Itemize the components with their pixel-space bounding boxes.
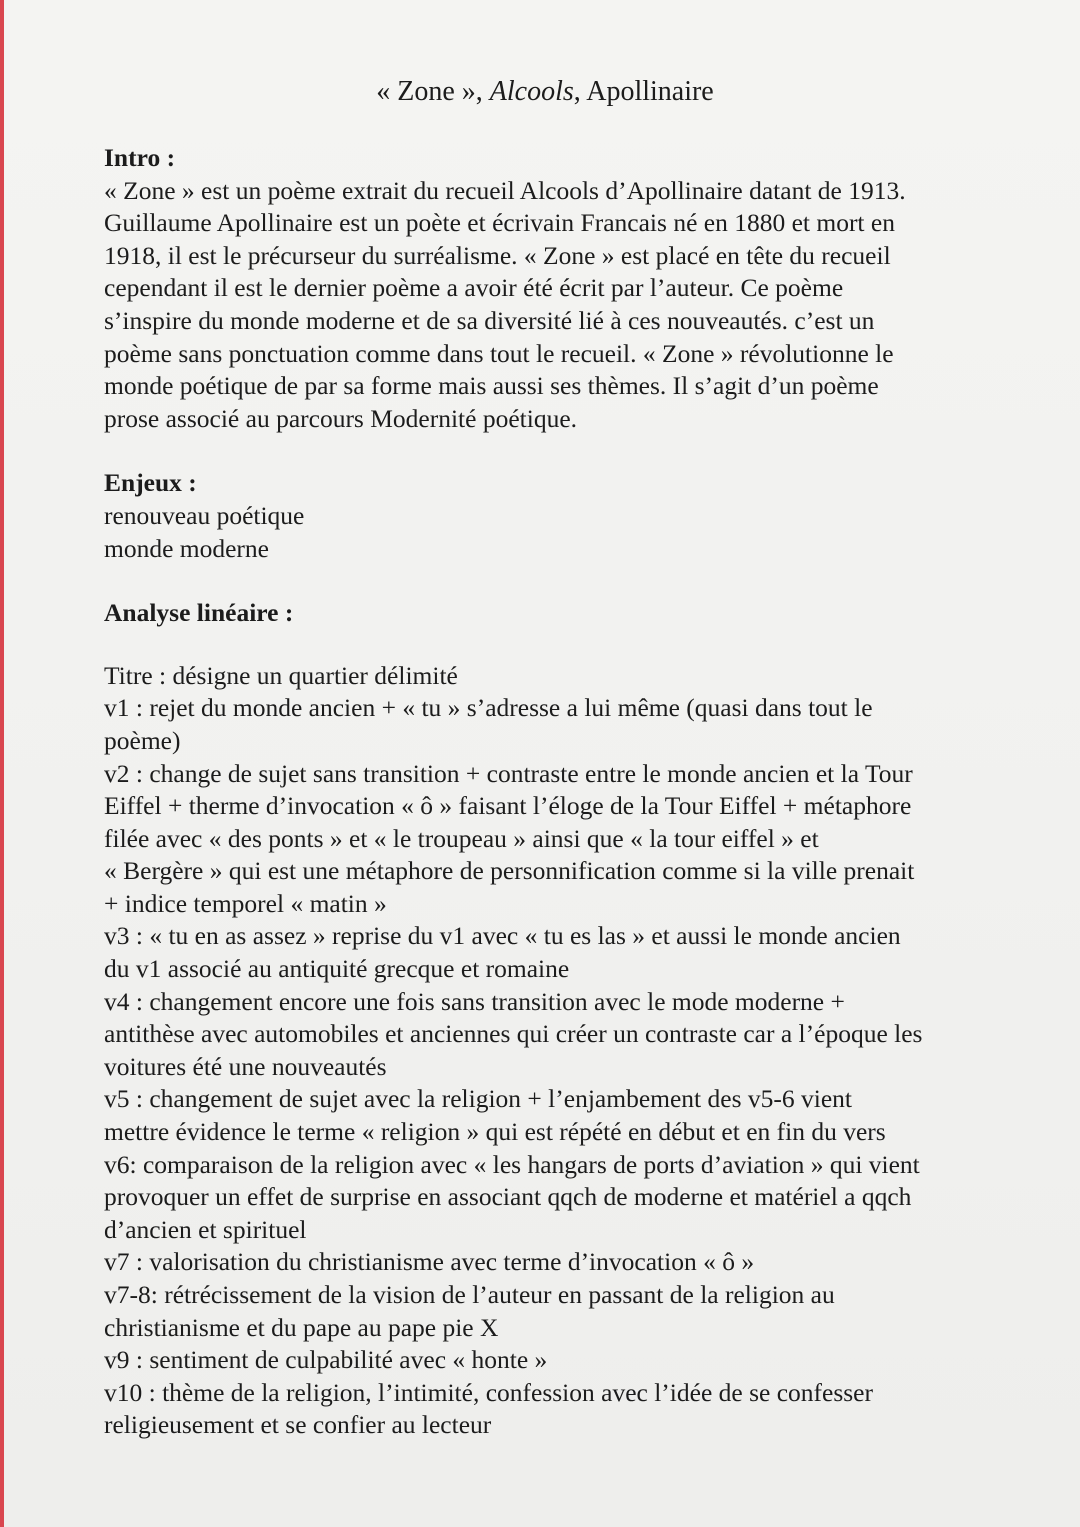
intro-heading: Intro : bbox=[104, 143, 176, 172]
title-collection: Alcools bbox=[489, 76, 574, 107]
title-author: , Apollinaire bbox=[573, 76, 714, 107]
intro-line: s’inspire du monde moderne et de sa diversité lié à ces nouveautés. c’est un bbox=[104, 305, 875, 335]
analyse-line: v1 : rejet du monde ancien + « tu » s’adresse a lui même (quasi dans tout le bbox=[104, 693, 873, 723]
intro-section bbox=[104, 142, 984, 435]
analyse-line: Titre : désigne un quartier délimité bbox=[104, 660, 458, 690]
analyse-line: poème) bbox=[104, 725, 181, 755]
analyse-line: Eiffel + therme d’invocation « ô » faisant l’éloge de la Tour Eiffel + métaphore bbox=[104, 791, 912, 821]
analyse-line: religieusement et se confier au lecteur bbox=[104, 1410, 492, 1440]
analyse-line: v10 : thème de la religion, l’intimité, confession avec l’idée de se confesser bbox=[104, 1377, 873, 1407]
intro-line: cependant il est le dernier poème a avoir été écrit par l’auteur. Ce poème bbox=[104, 273, 844, 303]
analyse-line: v7 : valorisation du christianisme avec terme d’invocation « ô » bbox=[104, 1247, 755, 1277]
document-title bbox=[0, 74, 1080, 110]
title-poem: « Zone », bbox=[376, 76, 490, 107]
analyse-line: « Bergère » qui est une métaphore de personnification comme si la ville prenait bbox=[104, 856, 915, 886]
analyse-line: filée avec « des ponts » et « le troupeau » ainsi que « la tour eiffel » et bbox=[104, 823, 819, 853]
analyse-line: v3 : « tu en as assez » reprise du v1 avec « tu es las » et aussi le monde ancien bbox=[104, 921, 901, 951]
analyse-line: v6: comparaison de la religion avec « les hangars de ports d’aviation » qui vient bbox=[104, 1149, 920, 1179]
analyse-line: voitures été une nouveautés bbox=[104, 1051, 387, 1081]
intro-line: poème sans ponctuation comme dans tout le recueil. « Zone » révolutionne le bbox=[104, 338, 894, 368]
enjeux-item: renouveau poétique bbox=[104, 500, 305, 530]
document-body bbox=[104, 142, 984, 1442]
analyse-line: v9 : sentiment de culpabilité avec « honte » bbox=[104, 1345, 548, 1375]
enjeux-item: monde moderne bbox=[104, 533, 269, 563]
analyse-heading: Analyse linéaire : bbox=[104, 598, 294, 628]
analyse-line: du v1 associé au antiquité grecque et romaine bbox=[104, 954, 570, 984]
analyse-section bbox=[104, 597, 984, 1442]
analyse-line: v5 : changement de sujet avec la religion + l’enjambement des v5-6 vient bbox=[104, 1084, 852, 1114]
enjeux-heading: Enjeux : bbox=[104, 468, 197, 498]
analyse-list bbox=[104, 660, 984, 1442]
analyse-line: v4 : changement encore une fois sans transition avec le mode moderne + bbox=[104, 986, 845, 1016]
analyse-line: v2 : change de sujet sans transition + contraste entre le monde ancien et la Tour bbox=[104, 758, 913, 788]
analyse-line: + indice temporel « matin » bbox=[104, 888, 387, 918]
red-margin-line bbox=[0, 0, 4, 1527]
enjeux-section bbox=[104, 467, 984, 565]
analyse-line: mettre évidence le terme « religion » qui est répété en début et en fin du vers bbox=[104, 1117, 886, 1147]
analyse-line: v7-8: rétrécissement de la vision de l’auteur en passant de la religion au bbox=[104, 1280, 835, 1309]
analyse-line: d’ancien et spirituel bbox=[104, 1214, 307, 1244]
intro-paragraph bbox=[104, 175, 984, 436]
analyse-line: provoquer un effet de surprise en associant qqch de moderne et matériel a qqch bbox=[104, 1182, 912, 1212]
analyse-line: antithèse avec automobiles et anciennes qui créer un contraste car a l’époque les bbox=[104, 1019, 923, 1049]
intro-line: Guillaume Apollinaire est un poète et écrivain Francais né en 1880 et mort en bbox=[104, 208, 895, 238]
intro-line: monde poétique de par sa forme mais aussi ses thèmes. Il s’agit d’un poème bbox=[104, 371, 879, 401]
intro-line: « Zone » est un poème extrait du recueil Alcools d’Apollinaire datant de 1913. bbox=[104, 175, 906, 205]
intro-line: prose associé au parcours Modernité poétique. bbox=[104, 403, 578, 433]
analyse-line: christianisme et du pape au pape pie X bbox=[104, 1312, 499, 1342]
intro-line: 1918, il est le précurseur du surréalisme. « Zone » est placé en tête du recueil bbox=[104, 240, 891, 270]
